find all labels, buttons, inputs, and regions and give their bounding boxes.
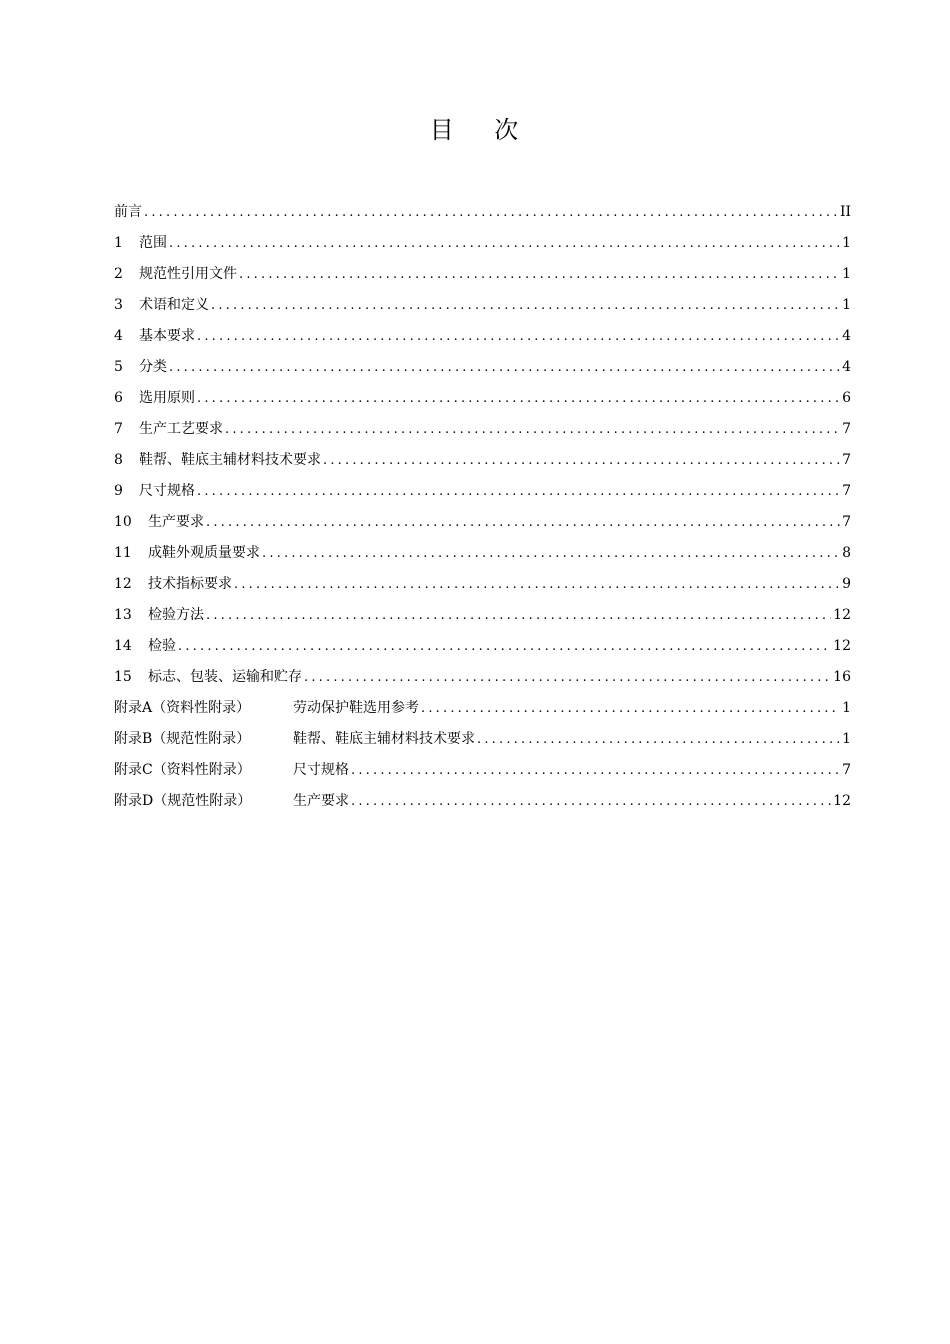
toc-entry[interactable] (114, 569, 851, 600)
table-of-contents (114, 197, 851, 817)
toc-entry-page: 1 (842, 297, 851, 313)
toc-entry-label: 生产要求 (293, 793, 349, 809)
toc-entry-page: II (839, 204, 851, 220)
toc-entry-number: 1 (114, 235, 123, 251)
toc-leader (144, 197, 838, 228)
toc-entry-label: 选用原则 (139, 390, 195, 406)
toc-entry[interactable] (114, 476, 851, 507)
toc-entry-page: 4 (842, 359, 851, 375)
toc-entry-label: 尺寸规格 (293, 762, 349, 778)
toc-appendix-prefix: 附录A（资料性附录） (114, 700, 251, 716)
page-title: 目 次 (429, 116, 521, 144)
toc-entry-page: 16 (833, 669, 851, 685)
toc-entry-label: 术语和定义 (139, 297, 209, 313)
toc-leader (197, 383, 840, 414)
toc-appendix-prefix: 附录C（资料性附录） (114, 762, 251, 778)
toc-entry[interactable] (114, 631, 851, 662)
toc-entry[interactable] (114, 662, 851, 693)
toc-entry-label: 成鞋外观质量要求 (148, 545, 260, 561)
toc-entry[interactable] (114, 414, 851, 445)
toc-entry-label: 鞋帮、鞋底主辅材料技术要求 (139, 452, 321, 468)
toc-entry-number: 14 (114, 638, 132, 654)
toc-entry-page: 4 (842, 328, 851, 344)
toc-entry-label: 尺寸规格 (139, 483, 195, 499)
toc-leader (323, 445, 840, 476)
toc-entry[interactable] (114, 383, 851, 414)
toc-entry-page: 8 (842, 545, 851, 561)
toc-entry-page: 7 (842, 762, 851, 778)
toc-entry[interactable] (114, 600, 851, 631)
toc-entry-label: 检验 (148, 638, 176, 654)
toc-leader (234, 569, 840, 600)
toc-entry-label: 劳动保护鞋选用参考 (293, 700, 419, 716)
toc-leader (206, 507, 840, 538)
toc-appendix-prefix: 附录D（规范性附录） (114, 793, 252, 809)
toc-entry-page: 1 (842, 700, 851, 716)
toc-entry[interactable] (114, 507, 851, 538)
toc-entry-label: 生产要求 (148, 514, 204, 530)
toc-entry[interactable] (114, 755, 851, 786)
toc-leader (206, 600, 831, 631)
toc-entry-page: 12 (833, 638, 851, 654)
toc-entry[interactable] (114, 538, 851, 569)
toc-leader (178, 631, 831, 662)
toc-entry-number: 6 (114, 390, 123, 406)
toc-entry[interactable] (114, 352, 851, 383)
toc-entry-number: 13 (114, 607, 132, 623)
toc-entry[interactable] (114, 786, 851, 817)
toc-leader (211, 290, 840, 321)
toc-entry-label: 基本要求 (139, 328, 195, 344)
toc-entry-label: 鞋帮、鞋底主辅材料技术要求 (293, 731, 475, 747)
toc-entry-label: 范围 (139, 235, 167, 251)
toc-entry-label: 分类 (139, 359, 167, 375)
toc-entry[interactable] (114, 321, 851, 352)
toc-leader (197, 476, 840, 507)
toc-entry-label: 标志、包装、运输和贮存 (148, 669, 302, 685)
toc-leader (351, 755, 840, 786)
toc-entry-page: 7 (842, 421, 851, 437)
toc-entry-label: 规范性引用文件 (139, 266, 237, 282)
toc-entry-page: 7 (842, 514, 851, 530)
toc-entry-page: 12 (833, 607, 851, 623)
toc-entry[interactable] (114, 228, 851, 259)
toc-leader (169, 352, 840, 383)
toc-appendix-prefix: 附录B（规范性附录） (114, 731, 251, 747)
toc-entry-label: 前言 (114, 204, 142, 220)
toc-entry-page: 1 (842, 731, 851, 747)
toc-leader (262, 538, 840, 569)
toc-entry-page: 9 (842, 576, 851, 592)
toc-entry-number: 11 (114, 545, 132, 561)
toc-leader (197, 321, 840, 352)
toc-entry-number: 2 (114, 266, 123, 282)
toc-entry-number: 12 (114, 576, 132, 592)
toc-entry[interactable] (114, 724, 851, 755)
toc-entry-number: 4 (114, 328, 123, 344)
toc-entry[interactable] (114, 197, 851, 228)
toc-entry-page: 7 (842, 452, 851, 468)
toc-entry-number: 15 (114, 669, 132, 685)
toc-leader (351, 786, 831, 817)
toc-entry-page: 1 (842, 235, 851, 251)
toc-entry-page: 7 (842, 483, 851, 499)
toc-leader (477, 724, 840, 755)
toc-leader (225, 414, 840, 445)
toc-leader (421, 693, 840, 724)
toc-entry[interactable] (114, 693, 851, 724)
toc-entry-label: 检验方法 (148, 607, 204, 623)
toc-entry-label: 生产工艺要求 (139, 421, 223, 437)
toc-entry-number: 10 (114, 514, 132, 530)
toc-entry-page: 1 (842, 266, 851, 282)
toc-entry-number: 8 (114, 452, 123, 468)
toc-entry-number: 5 (114, 359, 123, 375)
toc-entry-label: 技术指标要求 (148, 576, 232, 592)
toc-entry-page: 6 (842, 390, 851, 406)
toc-entry[interactable] (114, 259, 851, 290)
toc-entry[interactable] (114, 290, 851, 321)
toc-entry-number: 7 (114, 421, 123, 437)
toc-leader (169, 228, 840, 259)
toc-entry-number: 3 (114, 297, 123, 313)
toc-entry[interactable] (114, 445, 851, 476)
toc-leader (239, 259, 840, 290)
toc-entry-page: 12 (833, 793, 851, 809)
toc-entry-number: 9 (114, 483, 123, 499)
toc-leader (304, 662, 831, 693)
